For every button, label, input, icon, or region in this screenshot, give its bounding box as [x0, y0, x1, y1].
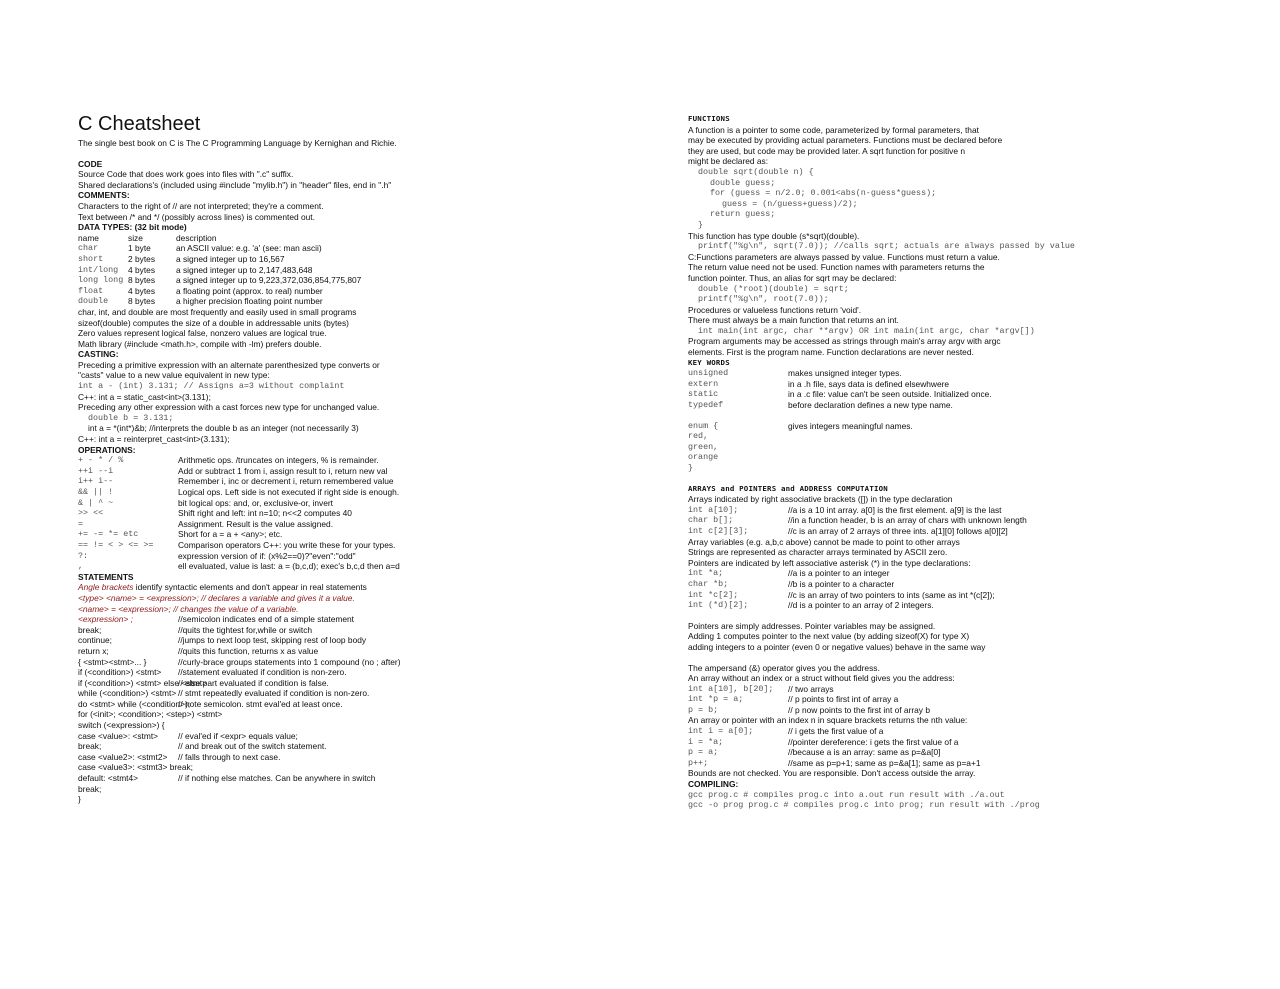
- functions-code-line: guess = (n/guess+guess)/2);: [722, 198, 858, 209]
- address-row-key: p = b;: [688, 704, 719, 715]
- statement-row: [78, 773, 578, 784]
- statement-comment: // falls through to next case.: [178, 751, 281, 762]
- address-line: The ampersand (&) operator gives you the address.: [688, 662, 880, 673]
- operation-row-value: Remember i, inc or decrement i, return remembered value: [178, 476, 394, 487]
- arrays-intro: Arrays indicated by right associative brackets ([]) in the type declaration: [688, 494, 953, 505]
- statement-code: break;: [78, 783, 102, 794]
- operation-row-value: Logical ops. Left side is not executed if right side is enough.: [178, 487, 400, 497]
- statement-code: break;: [78, 741, 102, 752]
- statement-code: do <stmt> while (<condition>);: [78, 698, 191, 709]
- datatype-size: 8 bytes: [128, 296, 156, 307]
- statement-row: [78, 741, 578, 752]
- operation-row-key: =: [78, 518, 84, 529]
- statement-comment: //quits the tightest for,while or switch: [178, 624, 313, 635]
- index-text: An array or pointer with an index n in square brackets returns the nth value:: [688, 715, 968, 726]
- statement-code: <type> <name> = <expression>; // declares a variable and gives it a value.: [78, 592, 355, 603]
- pointer-row: [688, 600, 1248, 611]
- statement-code: if (<condition>) <stmt> else <stmt>: [78, 677, 207, 688]
- header-cell: description: [176, 232, 217, 243]
- address-line: An array without an index or a struct without field gives you the address:: [688, 673, 955, 684]
- statement-row: [78, 604, 578, 615]
- statement-comment: // note semicolon. stmt eval'ed at least once.: [178, 698, 343, 709]
- statement-row: [78, 593, 578, 604]
- statement-row: [78, 731, 578, 742]
- functions-code-line: return guess;: [710, 209, 776, 220]
- left-column: [78, 112, 578, 805]
- datatype-size: 4 bytes: [128, 285, 156, 296]
- statement-code: while (<condition>) <stmt>: [78, 688, 177, 699]
- statement-code: { <stmt><stmt>... }: [78, 656, 147, 667]
- pointer-row-key: int *a;: [688, 568, 724, 579]
- pointer-row: [688, 579, 1248, 590]
- operations-table: [78, 455, 578, 572]
- address-row-key: int *p = a;: [688, 694, 744, 705]
- arrays-line: Pointers are indicated by left associative asterisk (*) in the type declarations:: [688, 557, 971, 568]
- datatype-note: sizeof(double) computes the size of a double in addressable units (bytes): [78, 317, 349, 328]
- intro-text: identify syntactic elements and don't appear in real statements: [133, 582, 367, 593]
- datatype-name: long long: [78, 275, 124, 286]
- address-row: [688, 694, 1248, 705]
- pointer-row-key: char *b;: [688, 578, 729, 589]
- statement-comment: // else part evaluated if condition is false.: [178, 677, 329, 688]
- keyword-row-key: static: [688, 389, 719, 400]
- enum-line: }: [688, 463, 694, 473]
- statement-code: for (<init>; <condition>; <step>) <stmt>: [78, 709, 223, 720]
- datatype-note: char, int, and double are most frequently and easily used in small programs: [78, 306, 357, 317]
- datatype-size: 2 bytes: [128, 253, 156, 264]
- statement-comment: // and break out of the switch statement.: [178, 741, 327, 752]
- datatype-row: [78, 275, 578, 286]
- index-row-key: int i = a[0];: [688, 726, 754, 737]
- datatype-desc: a signed integer up to 2,147,483,648: [176, 264, 313, 275]
- operation-row-value: expression version of if: (x%2==0)?"even":"odd": [178, 550, 356, 561]
- compiling-line: gcc -o prog prog.c # compiles prog.c into prog; run result with ./prog: [688, 800, 1040, 811]
- arrays-line: Array variables (e.g. a,b,c above) cannot be made to point to other arrays: [688, 536, 960, 547]
- functions-heading: FUNCTIONS: [688, 114, 730, 123]
- index-row-key: p++;: [688, 757, 709, 768]
- operation-row-key: && || !: [78, 487, 114, 497]
- code-line: Shared declarations's (included using #include "mylib.h") in "header" files, end in ".h": [78, 179, 392, 190]
- address-text: [688, 663, 1248, 684]
- datatype-desc: a signed integer up to 16,567: [176, 253, 285, 264]
- statement-row: [78, 688, 578, 699]
- operation-row-value: bit logical ops: and, or, exclusive-or, invert: [178, 497, 334, 508]
- comments-heading: COMMENTS:: [78, 190, 130, 201]
- index-row: [688, 758, 1248, 769]
- operation-row-key: i++ i--: [78, 476, 114, 487]
- operation-row-value: Shift right and left: int n=10; n<<2 computes 40: [178, 508, 352, 519]
- enum-block: [688, 421, 1248, 474]
- statement-comment: // stmt repeatedly evaluated if condition is non-zero.: [178, 688, 370, 699]
- statement-comment: //curly-brace groups statements into 1 compound (no ; after): [178, 656, 401, 667]
- statement-code: switch (<expression>) {: [78, 720, 165, 731]
- keyword-row-key: typedef: [688, 400, 724, 411]
- keyword-row-value: before declaration defines a new type name.: [788, 400, 953, 411]
- functions-line: int main(int argc, char **argv) OR int main(int argc, char *argv[]): [698, 325, 1035, 336]
- statement-comment: // if nothing else matches. Can be anywhere in switch: [178, 773, 376, 784]
- functions-code-line: }: [698, 219, 704, 230]
- operation-row: [78, 487, 578, 498]
- pointer-row: [688, 590, 1248, 601]
- statement-code: }: [78, 794, 81, 805]
- index-row: [688, 747, 1248, 758]
- functions-line: elements. First is the program name. Function declarations are never nested.: [688, 347, 974, 358]
- functions-code-line: double guess;: [710, 177, 776, 188]
- statement-comment: //jumps to next loop test, skipping rest of loop body: [178, 635, 367, 646]
- operation-row: [78, 466, 578, 477]
- statement-row: [78, 699, 578, 710]
- array-row-value: //in a function header, b is an array of chars with unknown length: [788, 515, 1027, 526]
- header-cell: name: [78, 232, 99, 243]
- array-row: [688, 505, 1248, 516]
- index-row-value: // i gets the first value of a: [788, 726, 884, 737]
- right-column: [688, 114, 1248, 811]
- page-title: C Cheatsheet: [78, 113, 201, 135]
- compiling-line: gcc prog.c # compiles prog.c into a.out run result with ./a.out: [688, 789, 1005, 800]
- address-row-key: int a[10], b[20];: [688, 683, 774, 694]
- datatype-row: [78, 265, 578, 276]
- arrays-table-2: [688, 568, 1248, 610]
- functions-line: printf("%g\n", root(7.0));: [698, 294, 829, 305]
- operation-row: [78, 498, 578, 509]
- pointer-row-value: //a is a pointer to an integer: [788, 568, 890, 579]
- operation-row: [78, 519, 578, 530]
- statement-row: [78, 667, 578, 678]
- functions-code-line: for (guess = n/2.0; 0.001<abs(n-guess*guess);: [710, 188, 937, 199]
- statement-row: [78, 762, 578, 773]
- datatype-size: 8 bytes: [128, 275, 156, 286]
- compiling-heading: COMPILING:: [688, 779, 739, 790]
- operation-row-key: ++i --i: [78, 465, 114, 476]
- datatype-row: [78, 243, 578, 254]
- comments-line: Text between /* and */ (possibly across lines) is commented out.: [78, 211, 315, 222]
- keyword-row: [688, 368, 1248, 379]
- functions-text-2: [688, 231, 1248, 358]
- operation-row: [78, 561, 578, 572]
- functions-line: Program arguments may be accessed as strings through main's array argv with argc: [688, 336, 1001, 347]
- functions-line: might be declared as:: [688, 156, 769, 167]
- statement-comment: //statement evaluated if condition is non-zero.: [178, 667, 347, 678]
- datatypes-table: [78, 243, 578, 307]
- datatype-name: double: [78, 296, 109, 307]
- enum-line: enum {: [688, 420, 719, 431]
- functions-line: This function has type double (s*sqrt)(double).: [688, 230, 860, 241]
- pointer-row-value: //b is a pointer to a character: [788, 578, 895, 589]
- enum-line: orange: [688, 452, 719, 463]
- index-row: [688, 726, 1248, 737]
- statement-row: [78, 657, 578, 668]
- datatype-row: [78, 286, 578, 297]
- statement-code: <expression> ;: [78, 614, 133, 625]
- statement-code: case <value2>: <stmt2>: [78, 751, 168, 762]
- statement-code: <name> = <expression>; // changes the value of a variable.: [78, 603, 299, 614]
- array-row-value: //c is an array of 2 arrays of three ints. a[1][0] follows a[0][2]: [788, 525, 1008, 536]
- array-row-key: int c[2][3];: [688, 525, 749, 536]
- datatype-name: char: [78, 243, 99, 254]
- enum-line: green,: [688, 441, 719, 452]
- datatypes-header-row: [78, 233, 578, 244]
- address-row: [688, 705, 1248, 716]
- array-row-value: //a is a 10 int array. a[0] is the first element. a[9] is the last: [788, 504, 1002, 515]
- functions-line: There must always be a main function that returns an int.: [688, 315, 899, 326]
- datatype-desc: a floating point (approx. to real) number: [176, 285, 323, 296]
- casting-line: Preceding a primitive expression with an alternate parenthesized type converts or: [78, 359, 380, 370]
- operation-row-key: += -= *= etc: [78, 529, 139, 540]
- arrays-table-4: [688, 726, 1248, 768]
- datatype-note: Math library (#include <math.h>, compile with -lm) prefers double.: [78, 338, 322, 349]
- operation-row: [78, 508, 578, 519]
- operations-heading: OPERATIONS:: [78, 444, 136, 455]
- code-heading: CODE: [78, 158, 103, 169]
- bounds-text: Bounds are not checked. You are responsible. Don't access outside the array.: [688, 768, 976, 779]
- enum-line: red,: [688, 431, 709, 442]
- keywords-table: [688, 368, 1248, 410]
- functions-line: may be executed by providing actual parameters. Functions must be declared before: [688, 135, 1003, 146]
- enum-code: [688, 421, 788, 474]
- keyword-row-key: extern: [688, 378, 719, 389]
- operation-row-key: >> <<: [78, 508, 104, 519]
- intro-highlight: Angle brackets: [78, 582, 134, 593]
- index-row-key: i = *a;: [688, 736, 724, 747]
- functions-text: [688, 125, 1248, 167]
- array-row: [688, 515, 1248, 526]
- keyword-row: [688, 379, 1248, 390]
- operation-row-value: Assignment. Result is the value assigned.: [178, 518, 334, 529]
- statement-row: [78, 784, 578, 795]
- header-cell: size: [128, 232, 143, 243]
- statement-code: case <value>: <stmt>: [78, 730, 159, 741]
- statement-code: return x;: [78, 645, 109, 656]
- arrays-line: Strings are represented as character arrays terminated by ASCII zero.: [688, 547, 948, 558]
- arrays-table-1: [688, 505, 1248, 537]
- operation-row-key: == != < > <= >=: [78, 539, 154, 550]
- datatypes-notes: [78, 307, 578, 349]
- casting-line: "casts" value to a new value equivalent in new type:: [78, 370, 270, 381]
- pointer-row-value: //d is a pointer to an array of 2 integers.: [788, 600, 934, 611]
- statement-comment: //semicolon indicates end of a simple statement: [178, 614, 354, 625]
- array-row: [688, 526, 1248, 537]
- subtitle: The single best book on C is The C Programming Language by Kernighan and Richie.: [78, 138, 397, 148]
- datatype-desc: a signed integer up to 9,223,372,036,854,775,807: [176, 275, 362, 286]
- statements-intro: [78, 582, 578, 593]
- enum-desc: gives integers meaningful names.: [788, 420, 913, 431]
- casting-line: int a - (int) 3.131; // Assigns a=3 without complaint: [78, 381, 345, 392]
- arrays-table-3: [688, 684, 1248, 716]
- address-row-value: // p points to first int of array a: [788, 694, 899, 705]
- operation-row: [78, 455, 578, 466]
- casting-line: C++: int a = reinterpret_cast<int>(3.131);: [78, 434, 230, 445]
- datatype-name: int/long: [78, 264, 119, 275]
- functions-code-line: double sqrt(double n) {: [698, 166, 814, 177]
- operation-row-value: Arithmetic ops. /truncates on integers, % is remainder.: [178, 455, 379, 466]
- casting-line: C++: int a = static_cast<int>(3.131);: [78, 391, 211, 402]
- statement-code: if (<condition>) <stmt>: [78, 667, 162, 678]
- statement-comment: // eval'ed if <expr> equals value;: [178, 730, 298, 741]
- datatype-size: 1 byte: [128, 243, 151, 254]
- casting-line: int a = *(int*)&b; //interprets the double b as an integer (not necessarily 3): [88, 423, 359, 434]
- datatype-size: 4 bytes: [128, 264, 156, 275]
- datatype-desc: an ASCII value: e.g. 'a' (see: man ascii): [176, 243, 322, 254]
- operation-row: [78, 529, 578, 540]
- arrays-text: [688, 537, 1248, 569]
- operation-row-key: + - * / %: [78, 455, 124, 466]
- functions-line: C:Functions parameters are always passed by value. Functions must return a value.: [688, 251, 1000, 262]
- address-row: [688, 684, 1248, 695]
- operation-row-key: ?:: [78, 550, 89, 561]
- operation-row-key: ,: [78, 561, 84, 572]
- casting-line: Preceding any other expression with a cast forces new type for unchanged value.: [78, 402, 380, 413]
- keyword-row: [688, 400, 1248, 411]
- code-line: Source Code that does work goes into files with ".c" suffix.: [78, 169, 294, 180]
- operation-row-value: ell evaluated, value is last: a = (b,c,d); exec's b,c,d then a=d: [178, 561, 400, 572]
- index-row-value: //because a is an array: same as p=&a[0]: [788, 747, 941, 758]
- arrays-heading: ARRAYS and POINTERS and ADDRESS COMPUTATION: [688, 483, 888, 493]
- pointer-row-value: //c is an array of two pointers to ints (same as int *(c[2]);: [788, 589, 995, 600]
- statement-row: [78, 646, 578, 657]
- pointers-text: [688, 621, 1248, 653]
- pointer-row-key: int *c[2];: [688, 589, 739, 600]
- functions-code: [688, 167, 1248, 231]
- keyword-row-value: in a .h file, says data is defined elsewhwere: [788, 378, 950, 389]
- functions-line: printf("%g\n", sqrt(7.0)); //calls sqrt; actuals are always passed by value: [698, 241, 1075, 252]
- operation-row-value: Short for a = a + <any>; etc.: [178, 529, 283, 540]
- pointers-line: Pointers are simply addresses. Pointer variables may be assigned.: [688, 620, 936, 631]
- datatype-desc: a higher precision floating point number: [176, 296, 323, 307]
- pointer-row: [688, 568, 1248, 579]
- statement-row: [78, 678, 578, 689]
- keyword-row-key: unsigned: [688, 368, 729, 379]
- functions-line: A function is a pointer to some code, parameterized by formal parameters, that: [688, 124, 979, 135]
- index-row-value: //pointer dereference: i gets the first value of a: [788, 736, 959, 747]
- operation-row-value: Comparison operators C++: you write these for your types.: [178, 539, 396, 550]
- array-row-key: char b[];: [688, 515, 734, 526]
- statement-code: break;: [78, 624, 102, 635]
- comments-line: Characters to the right of // are not interpreted; they're a comment.: [78, 200, 324, 211]
- operation-row: [78, 476, 578, 487]
- address-row-value: // p now points to the first int of array b: [788, 704, 930, 715]
- datatype-name: float: [78, 285, 104, 296]
- pointers-line: Adding 1 computes pointer to the next value (by adding sizeof(X) for type X): [688, 631, 970, 642]
- operation-row-value: Add or subtract 1 from i, assign result to i, return new val: [178, 465, 388, 476]
- statement-row: [78, 752, 578, 763]
- statement-row: [78, 625, 578, 636]
- statement-row: [78, 794, 578, 805]
- keyword-row-value: makes unsigned integer types.: [788, 368, 902, 379]
- operation-row: [78, 540, 578, 551]
- functions-line: they are used, but code may be provided later. A sqrt function for positive n: [688, 145, 966, 156]
- keywords-heading: KEY WORDS: [688, 357, 730, 367]
- address-row-value: // two arrays: [788, 683, 834, 694]
- functions-line: double (*root)(double) = sqrt;: [698, 283, 849, 294]
- statement-row: [78, 614, 578, 625]
- keyword-row: [688, 389, 1248, 400]
- datatype-name: short: [78, 253, 104, 264]
- index-row-key: p = a;: [688, 747, 719, 758]
- datatype-row: [78, 296, 578, 307]
- datatype-row: [78, 254, 578, 265]
- index-row-value: //same as p=p+1; same as p=&a[1]; same as p=a+1: [788, 757, 981, 768]
- statement-row: [78, 709, 578, 720]
- casting-heading: CASTING:: [78, 349, 119, 360]
- statements-heading: STATEMENTS: [78, 571, 134, 582]
- statement-row: [78, 635, 578, 646]
- functions-line: The return value need not be used. Function names with parameters returns the: [688, 262, 985, 273]
- pointer-row-key: int (*d)[2];: [688, 600, 749, 611]
- statement-row: [78, 720, 578, 731]
- index-row: [688, 737, 1248, 748]
- datatypes-heading: DATA TYPES: (32 bit mode): [78, 222, 187, 233]
- casting-line: double b = 3.131;: [88, 412, 174, 423]
- datatype-note: Zero values represent logical false, nonzero values are logical true.: [78, 328, 327, 339]
- statement-code: case <value3>: <stmt3> break;: [78, 762, 193, 773]
- functions-line: Procedures or valueless functions return 'void'.: [688, 304, 862, 315]
- statements-table: [78, 593, 578, 805]
- array-row-key: int a[10];: [688, 504, 739, 515]
- statement-code: default: <stmt4>: [78, 773, 139, 784]
- keyword-row-value: in a .c file: value can't be seen outside. Initialized once.: [788, 389, 992, 400]
- pointers-line: adding integers to a pointer (even 0 or negative values) behave in the same way: [688, 641, 986, 652]
- statement-code: continue;: [78, 635, 112, 646]
- operation-row: [78, 551, 578, 562]
- operation-row-key: & | ^ ~: [78, 497, 114, 508]
- statement-comment: //quits this function, returns x as value: [178, 645, 319, 656]
- functions-line: function pointer. Thus, an alias for sqrt may be declared:: [688, 272, 897, 283]
